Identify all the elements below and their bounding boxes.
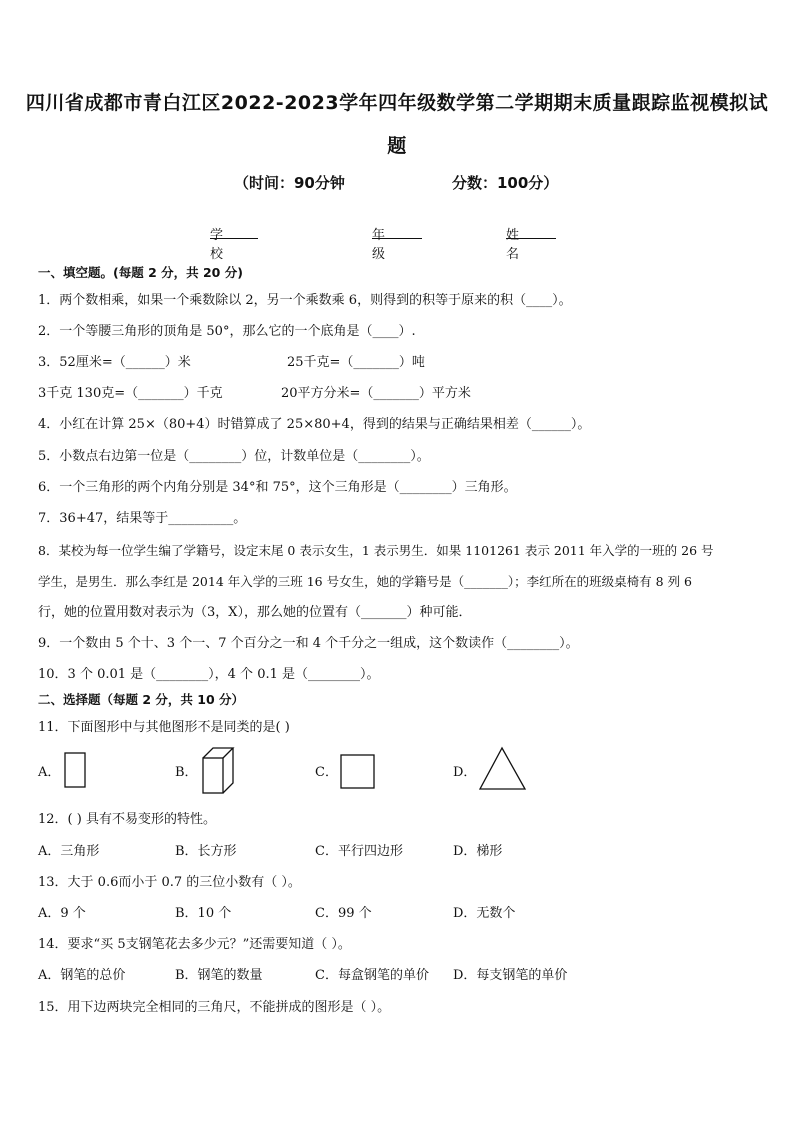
section-choice-heading: 二、选择题（每题 2 分，共 10 分）: [38, 692, 245, 707]
q13-option-b[interactable]: B．10 个: [175, 906, 232, 921]
q12-option-a[interactable]: A．三角形: [38, 844, 100, 859]
q11-figure-b-cuboid-icon: [202, 747, 236, 795]
q12-option-b[interactable]: B．长方形: [175, 844, 237, 859]
name-label: 姓名: [506, 228, 520, 262]
q14-option-d[interactable]: D．每支钢笔的单价: [453, 968, 568, 983]
question-3c: 3千克 130克=（_______）千克: [38, 386, 223, 401]
q13-option-c[interactable]: C．99 个: [315, 906, 372, 921]
q11-figure-c-square-icon: [340, 754, 376, 790]
question-5: 5．小数点右边第一位是（________）位，计数单位是（________）。: [38, 449, 430, 464]
question-6: 6．一个三角形的两个内角分别是 34°和 75°，这个三角形是（________）三角形。: [38, 480, 517, 495]
question-14: 14．要求“买 5支钢笔花去多少元？”还需要知道（ ）。: [38, 937, 351, 952]
q11-figure-d-triangle-icon: [479, 747, 527, 791]
exam-title-continued: 题: [387, 135, 407, 157]
question-12: 12．( ) 具有不易变形的特性。: [38, 812, 216, 827]
q14-option-b[interactable]: B．钢笔的数量: [175, 968, 263, 983]
q11-option-d[interactable]: D．: [453, 765, 477, 780]
question-1: 1．两个数相乘，如果一个乘数除以 2，另一个乘数乘 6，则得到的积等于原来的积（____）。: [38, 293, 572, 308]
question-8-line-2: 学生，是男生．那么李红是 2014 年入学的三班 16 号女生，她的学籍号是（_______）；李红所在的班级桌椅有 8 列 6: [38, 574, 692, 589]
question-2: 2．一个等腰三角形的顶角是 50°，那么它的一个底角是（____）.: [38, 324, 416, 339]
q13-option-a[interactable]: A．9 个: [38, 906, 86, 921]
q12-option-c[interactable]: C．平行四边形: [315, 844, 403, 859]
question-15: 15．用下边两块完全相同的三角尺，不能拼成的图形是（ ）。: [38, 1000, 391, 1015]
exam-title: 四川省成都市青白江区2022-2023学年四年级数学第二学期期末质量跟踪监视模拟试: [25, 92, 769, 114]
q14-option-a[interactable]: A．钢笔的总价: [38, 968, 126, 983]
question-4: 4．小红在计算 25×（80+4）时错算成了 25×80+4，得到的结果与正确结果相差（______）。: [38, 417, 591, 432]
question-8-line-1: 8．某校为每一位学生编了学籍号，设定末尾 0 表示女生，1 表示男生．如果 1101261 表示 2011 年入学的一班的 26 号: [38, 543, 714, 558]
time-limit: （时间：90分钟: [234, 174, 345, 192]
q12-option-d[interactable]: D．梯形: [453, 844, 503, 859]
q11-figure-a-rectangle-icon: [64, 752, 88, 790]
question-11: 11．下面图形中与其他图形不是同类的是( ): [38, 720, 290, 735]
grade-label: 年级: [372, 228, 386, 262]
question-10: 10．3 个 0.01 是（________），4 个 0.1 是（________）。: [38, 667, 380, 682]
section-fill-blank-heading: 一、填空题。(每题 2 分，共 20 分): [38, 265, 243, 280]
question-13: 13．大于 0.6而小于 0.7 的三位小数有（ ）。: [38, 875, 301, 890]
q11-option-b[interactable]: B．: [175, 765, 198, 780]
total-score: 分数：100分）: [452, 174, 559, 192]
question-7: 7．36+47，结果等于__________。: [38, 511, 247, 526]
question-3d: 20平方分米=（_______）平方米: [281, 386, 471, 401]
school-field[interactable]: [210, 224, 258, 239]
student-info-fields: [0, 224, 794, 262]
grade-field[interactable]: [372, 224, 422, 239]
q11-option-c[interactable]: C．: [315, 765, 338, 780]
name-field[interactable]: [506, 224, 556, 239]
q11-option-a[interactable]: A．: [38, 765, 61, 780]
question-9: 9．一个数由 5 个十、3 个一、7 个百分之一和 4 个千分之一组成，这个数读作（________）。: [38, 636, 579, 651]
question-8-line-3: 行，她的位置用数对表示为（3，X），那么她的位置有（_______）种可能．: [38, 605, 472, 620]
q14-option-c[interactable]: C．每盒钢笔的单价: [315, 968, 429, 983]
question-3b: 25千克=（_______）吨: [287, 355, 425, 370]
q13-option-d[interactable]: D．无数个: [453, 906, 516, 921]
school-label: 学校: [210, 228, 224, 262]
question-3a: 3．52厘米=（______）米: [38, 355, 191, 370]
exam-info: [0, 172, 794, 196]
